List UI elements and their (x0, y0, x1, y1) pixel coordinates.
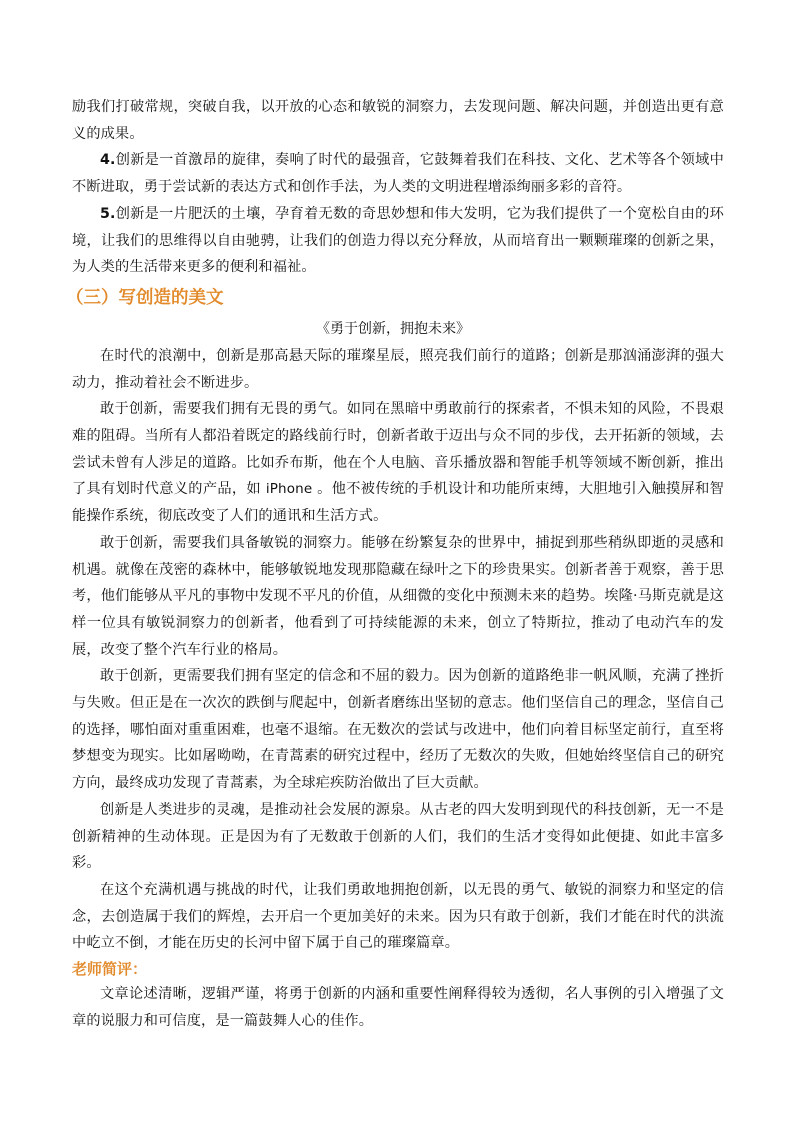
essay-paragraph-2 (72, 396, 724, 530)
intro-paragraph-continuation: 励我们打破常规，突破自我，以开放的心态和敏锐的洞察力，去发现问题、解决问题，并创造出更有意义的成果。 (72, 99, 724, 142)
list-item-number: 4. (100, 152, 116, 169)
teacher-comment-label: 老师简评： (72, 960, 148, 979)
essay-title: 《勇于创新，拥抱未来》 (316, 320, 470, 337)
essay-paragraph-3: 敢于创新，需要我们具备敏锐的洞察力。能够在纷繁复杂的世界中，捕捉到那些稍纵即逝的灵感和机遇。就像在茂密的森林中，能够敏锐地发现那隐藏在绿叶之下的珍贵果实。创新者善于观察，善于思考，他们能够从平凡的事物中发现不平凡的价值，从细微的变化中预测未来的趋势。埃隆·马斯克就是这样一位具有敏锐洞察力的创新者，他看到了可持续能源的未来，创立了特斯拉，推动了电动汽车的发展，改变了整个汽车行业的格局。 (72, 534, 724, 658)
essay-paragraph-5: 创新是人类进步的灵魂，是推动社会发展的源泉。从古老的四大发明到现代的科技创新，无一不是创新精神的生动体现。正是因为有了无数敢于创新的人们，我们的生活才变得如此便捷、如此丰富多彩。 (72, 801, 724, 872)
essay-paragraph-4: 敢于创新，更需要我们拥有坚定的信念和不屈的毅力。因为创新的道路绝非一帆风顺，充满了挫折与失败。但正是在一次次的跌倒与爬起中，创新者磨练出坚韧的意志。他们坚信自己的理念，坚信自己的选择，哪怕面对重重困难，也毫不退缩。在无数次的尝试与改进中，他们向着目标坚定前行，直至将梦想变为现实。比如屠呦呦，在青蒿素的研究过程中，经历了无数次的失败，但她始终坚信自己的研究方向，最终成功发现了青蒿素，为全球疟疾防治做出了巨大贡献。 (72, 668, 724, 792)
list-item-4 (72, 147, 724, 200)
essay-paragraph-2-part-a: 敢于创新，需要我们拥有无畏的勇气。如同在黑暗中勇敢前行的探索者，不惧未知的风险，不畏艰难的阻碍。当所有人都沿着既定的路线前行时，创新者敢于迈出与众不同的步伐，去开拓新的领域，去尝试未曾有人涉足的道路。比如乔布斯，他在个人电脑、音乐播放器和智能手机等领域不断创新，推出了具有划时代意义的产品，如 (72, 401, 724, 498)
list-item-number: 5. (100, 205, 116, 222)
essay-paragraph-2-part-b: 。他不被传统的手机设计和功能所束缚，大胆地引入触摸屏和智能操作系统，彻底改变了人们的通讯和生活方式。 (72, 481, 724, 525)
list-item-text: 创新是一片肥沃的土壤，孕育着无数的奇思妙想和伟大发明，它为我们提供了一个宽松自由的环境，让我们的思维得以自由驰骋，让我们的创造力得以充分释放，从而培育出一颗颗璀璨的创新之果，为人类的生活带来更多的便利和福祉。 (72, 205, 724, 276)
document-page (66, 94, 724, 1035)
teacher-comment-text: 文章论述清晰，逻辑严谨，将勇于创新的内涵和重要性阐释得较为透彻，名人事例的引入增强了文章的说服力和可信度，是一篇鼓舞人心的佳作。 (72, 986, 724, 1029)
product-name: iPhone (265, 481, 313, 498)
list-item-text: 创新是一首激昂的旋律，奏响了时代的最强音，它鼓舞着我们在科技、文化、艺术等各个领域中不断进取，勇于尝试新的表达方式和创作手法，为人类的文明进程增添绚丽多彩的音符。 (72, 152, 724, 196)
essay-paragraph-1: 在时代的浪潮中，创新是那高悬天际的璀璨星辰，照亮我们前行的道路；创新是那汹涌澎湃的强大动力，推动着社会不断进步。 (72, 347, 724, 391)
list-item-5 (72, 201, 724, 281)
essay-paragraph-6: 在这个充满机遇与挑战的时代，让我们勇敢地拥抱创新，以无畏的勇气、敏锐的洞察力和坚定的信念，去创造属于我们的辉煌，去开启一个更加美好的未来。因为只有敢于创新，我们才能在时代的洪流中屹立不倒，才能在历史的长河中留下属于自己的璀璨篇章。 (72, 881, 724, 952)
section-heading: （三）写创造的美文 (66, 287, 224, 308)
